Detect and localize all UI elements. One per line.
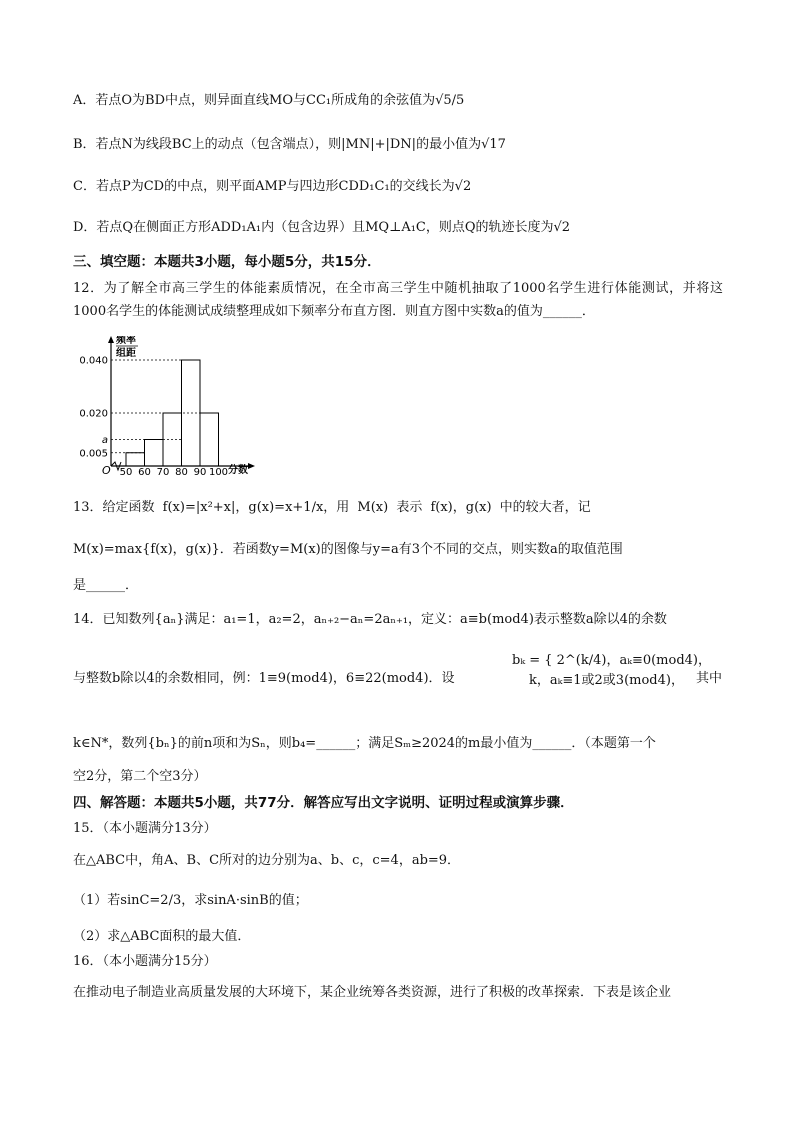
q14-line2-end: 其中 [696,671,723,686]
x-tick-label: 70 [156,467,170,476]
section4-heading: 四、解答题：本题共5小题，共77分．解答应写出文字说明、证明过程或演算步骤． [73,795,574,811]
q14-piecewise [512,651,711,691]
q12-text: 12．为了解全市高三学生的体能素质情况，在全市高三学生中随机抽取了1000名学生进行体能测试，并将这1000名学生的体能测试成绩整理成如下频率分布直方图．则直方图中实数a的值为______． [73,281,723,319]
histogram-bar [200,413,219,466]
q14-line4: 空2分，第二个空3分） [73,769,207,784]
q15-part1: （1）若sinC=2/3，求sinA·sinB的值； [73,893,308,908]
y-label-bottom: 组距 [116,348,136,359]
x-tick-label: 100 [208,467,229,476]
y-label-top: 频率 [116,336,136,346]
frequency-histogram [78,336,258,476]
option-b: B．若点N为线段BC上的动点（包含端点），则|MN|+|DN|的最小值为√17 [73,137,506,152]
option-d: D．若点Q在侧面正方形ADD₁A₁内（包含边界）且MQ⊥A₁C，则点Q的轨迹长度为√2 [73,220,571,235]
origin-label: O [102,464,111,476]
q14-line1: 14．已知数列{aₙ}满足：a₁=1，a₂=2，aₙ₊₂−aₙ=2aₙ₊₁，定义：a≡b(mod4)表示整数a除以4的余数 [73,612,667,627]
y-tick-label: 0.040 [79,355,108,367]
q15-stem: 在△ABC中，角A、B、C所对的边分别为a、b、c，c=4，ab=9． [73,853,461,868]
section3-heading: 三、填空题：本题共3小题，每小题5分，共15分． [73,254,381,270]
q13-line3: 是______． [73,578,139,593]
y-tick-label: 0.020 [79,408,108,420]
histogram-bar [145,440,164,467]
q13-line2: M(x)=max{f(x)，g(x)}．若函数y=M(x)的图像与y=a有3个不同的交点，则实数a的取值范围 [73,542,623,557]
x-tick-label: 50 [119,467,133,476]
q16-title: 16．（本小题满分15分） [73,954,217,969]
histogram-bar [126,453,145,466]
x-tick-label: 80 [175,467,188,476]
x-axis-label: 分数 [228,465,248,476]
y-tick-label: 0.005 [79,448,108,460]
option-c: C．若点P为CD的中点，则平面AMP与四边形CDD₁C₁的交线长为√2 [73,179,472,194]
q15-title: 15．（本小题满分13分） [73,821,217,836]
q14-piece1: bₖ = { 2^(k/4)，aₖ≡0(mod4)， [512,653,712,668]
x-tick-label: 90 [193,467,207,476]
q14-line2: 与整数b除以4的余数相同，例：1≡9(mod4)，6≡22(mod4)．设 [73,671,455,686]
x-tick-label: 60 [138,467,151,476]
y-tick-label: a [101,435,108,446]
option-a: A．若点O为BD中点，则异面直线MO与CC₁所成角的余弦值为√5/5 [73,93,465,108]
q16-text: 在推动电子制造业高质量发展的大环境下，某企业统筹各类资源，进行了积极的改革探索．下表是该企业 [73,985,672,1000]
q14-piece2: k，aₖ≡1或2或3(mod4)， [529,673,684,688]
q13-line1: 13．给定函数 f(x)=|x²+x|，g(x)=x+1/x，用 M(x) 表示 f(x)，g(x) 中的较大者，记 [73,500,591,515]
q15-part2: （2）求△ABC面积的最大值． [73,929,251,944]
q14-line3: k∈N*，数列{bₙ}的前n项和为Sₙ，则b₄=______；满足Sₘ≥2024的m最小值为______．（本题第一个 [73,736,656,751]
